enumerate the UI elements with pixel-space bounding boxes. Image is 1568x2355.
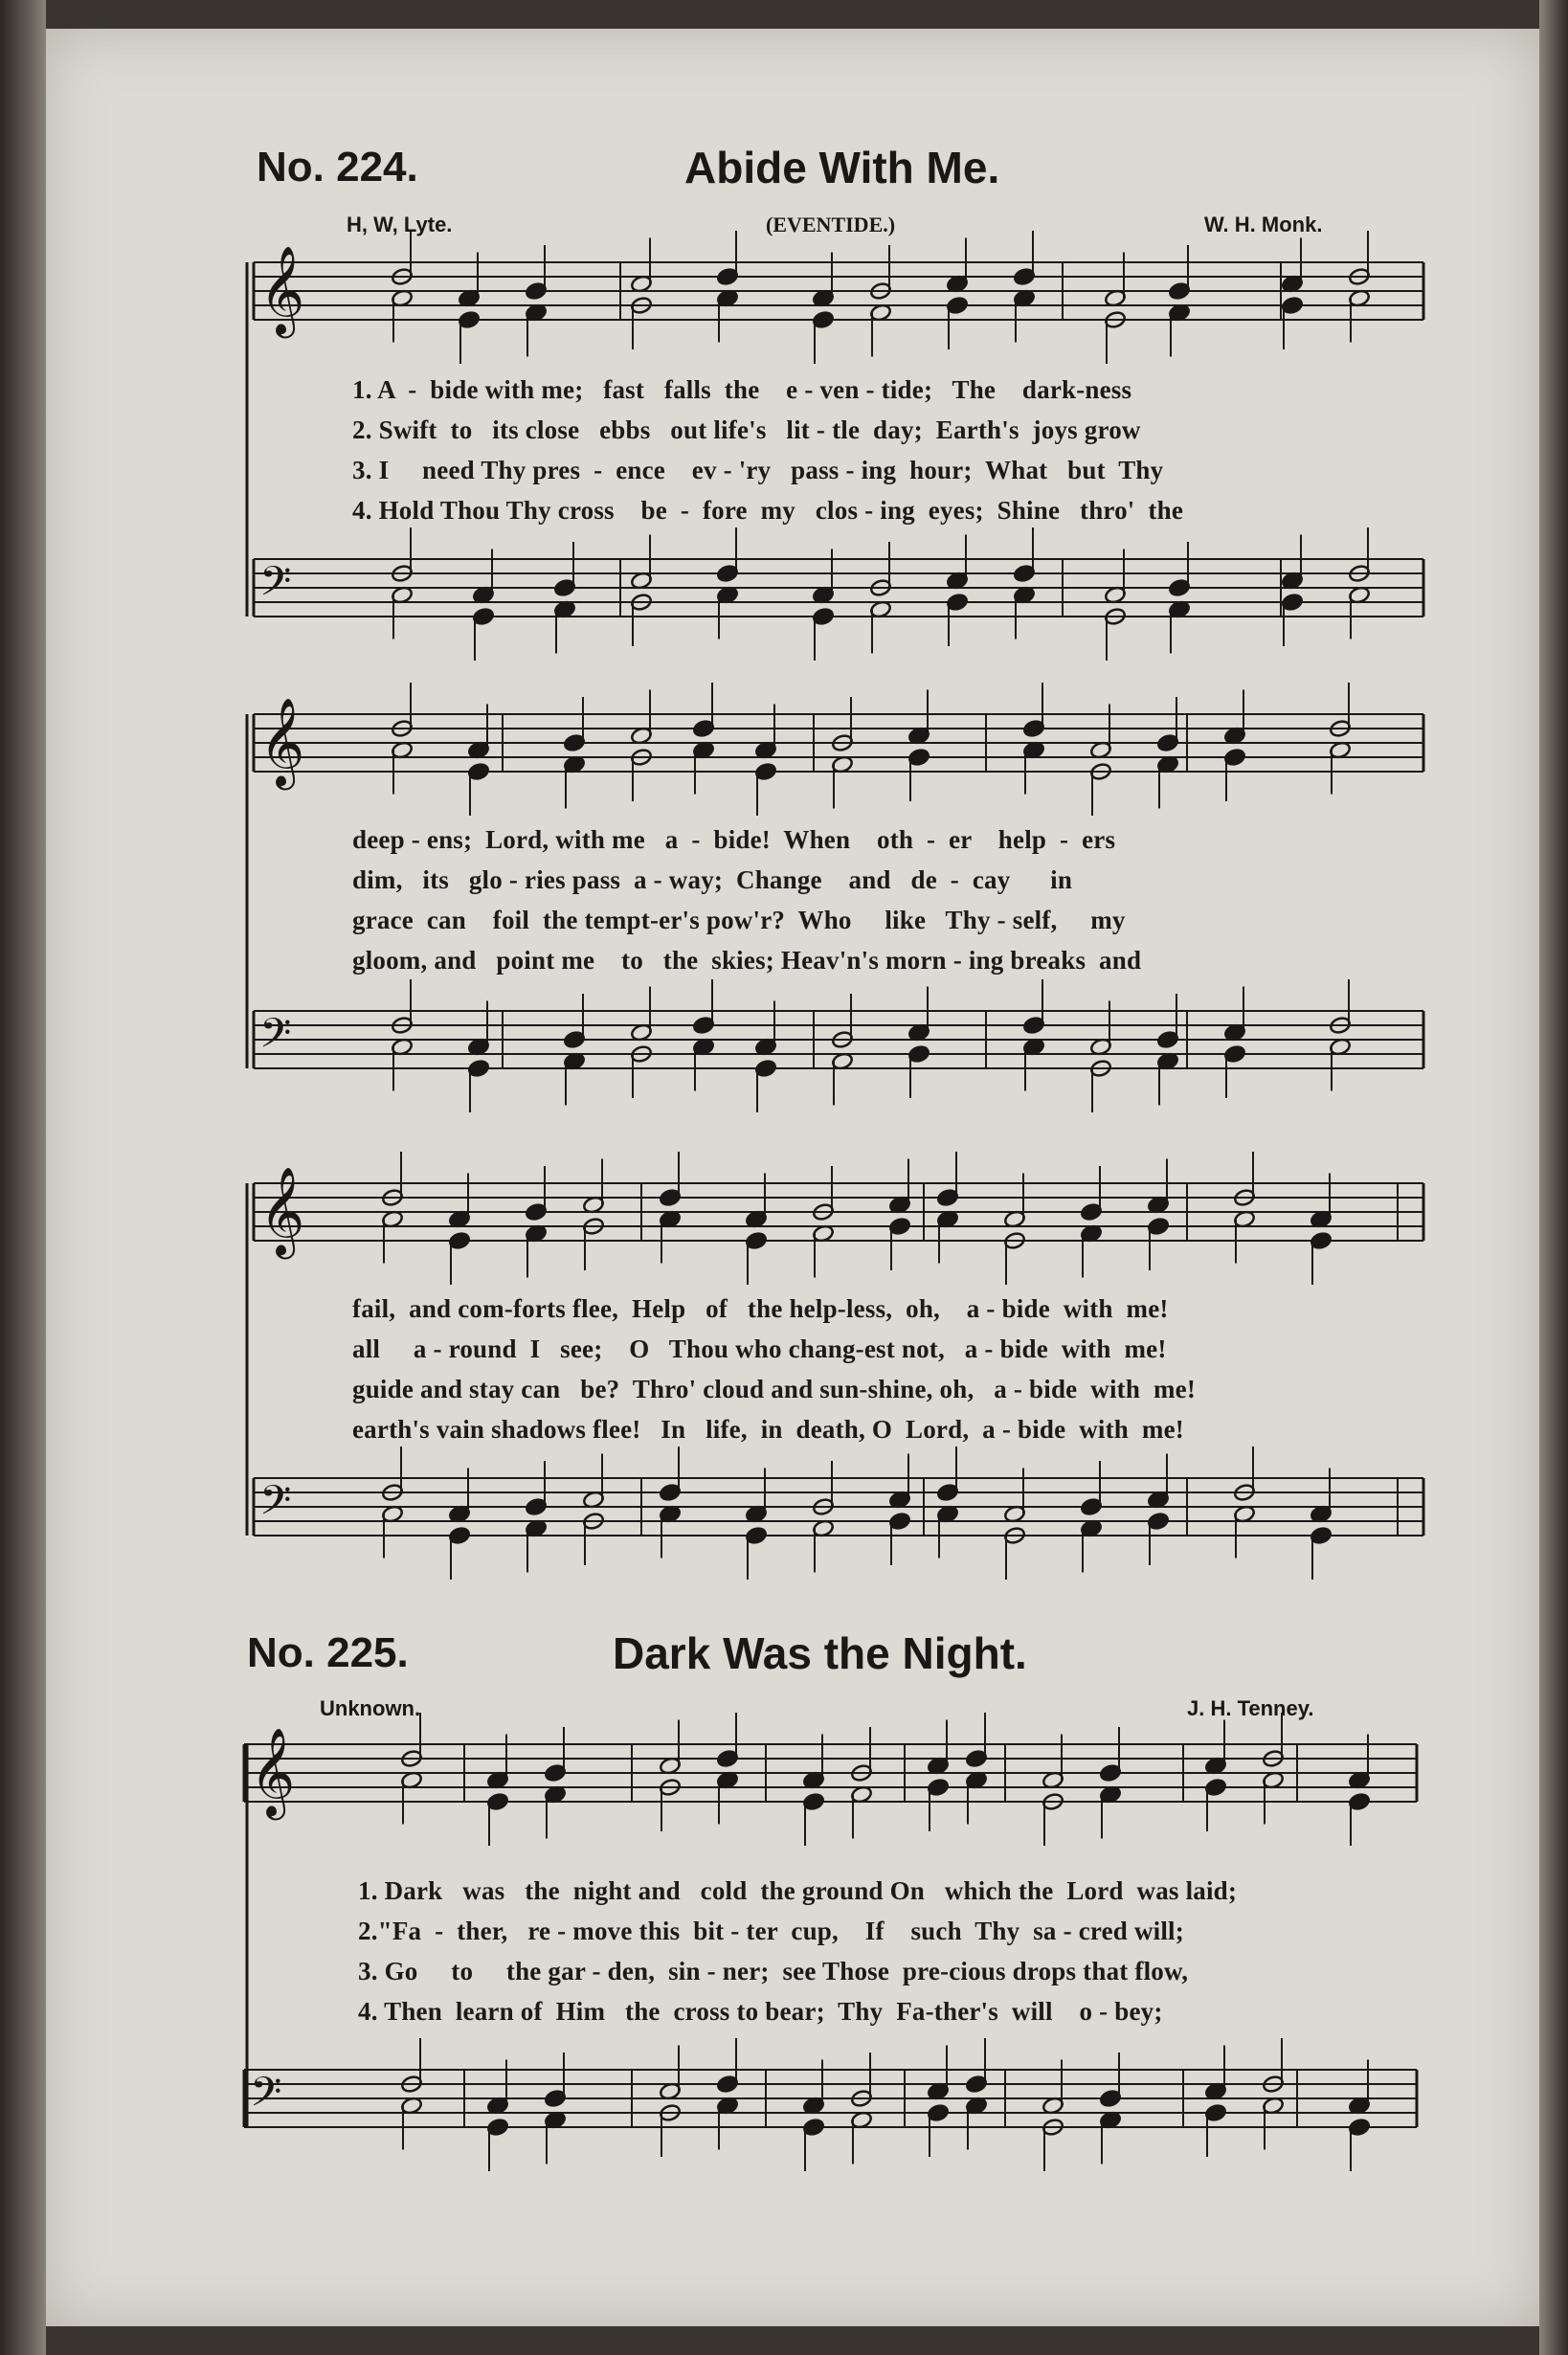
hymn-title: Abide With Me.	[684, 143, 1000, 192]
bass-clef: 𝄢	[259, 1477, 292, 1535]
hymn-author: Unknown.	[320, 1696, 421, 1720]
hymn-composer: J. H. Tenney.	[1187, 1696, 1314, 1720]
lyric-line: 2."Fa - ther, re - move this bit - ter cup, If such Thy sa - cred will;	[358, 1917, 1184, 1945]
lyric-line: 3. I need Thy pres - ence ev - 'ry pass - ing hour; What but Thy	[352, 456, 1164, 484]
lyric-line: 4. Hold Thou Thy cross be - fore my clos - ing eyes; Shine thro' the	[352, 496, 1184, 525]
treble-clef: 𝄞	[259, 1166, 305, 1255]
hymn-tune: (EVENTIDE.)	[766, 213, 896, 236]
lyric-line: grace can foil the tempt-er's pow'r? Who like Thy - self, my	[352, 906, 1126, 934]
lyric-line: fail, and com-forts flee, Help of the help-less, oh, a - bide with me!	[352, 1294, 1169, 1323]
bass-clef: 𝄢	[259, 1010, 292, 1067]
treble-clef: 𝄞	[259, 697, 305, 786]
bass-clef: 𝄢	[259, 558, 292, 616]
lyric-line: 1. A - bide with me; fast falls the e - ven - tide; The dark-ness	[352, 375, 1132, 404]
lyric-line: 3. Go to the gar - den, sin - ner; see Those pre-cious drops that flow,	[358, 1957, 1189, 1985]
lyric-line: all a - round I see; O Thou who chang-est not, a - bide with me!	[352, 1334, 1167, 1363]
lyric-line: guide and stay can be? Thro' cloud and sun-shine, oh, a - bide with me!	[352, 1375, 1197, 1403]
lyric-line: gloom, and point me to the skies; Heav'n's morn - ing breaks and	[352, 946, 1142, 975]
treble-clef: 𝄞	[250, 1727, 296, 1816]
hymn-number: No. 224.	[257, 144, 418, 191]
bass-clef: 𝄢	[250, 2069, 282, 2126]
lyric-line: dim, its glo - ries pass a - way; Change and de - cay in	[352, 865, 1073, 894]
hymn-author: H, W, Lyte.	[347, 213, 453, 236]
lyric-line: earth's vain shadows flee! In life, in death, O Lord, a - bide with me!	[352, 1415, 1184, 1444]
lyric-line: deep - ens; Lord, with me a - bide! When oth - er help - ers	[352, 825, 1116, 854]
hymn-composer: W. H. Monk.	[1204, 213, 1323, 236]
hymn-number: No. 225.	[247, 1629, 409, 1676]
lyric-line: 4. Then learn of Him the cross to bear; Thy Fa-ther's will o - bey;	[358, 1997, 1163, 2026]
treble-clef: 𝄞	[259, 245, 305, 334]
hymn-title: Dark Was the Night.	[613, 1628, 1027, 1678]
lyric-line: 1. Dark was the night and cold the ground On which the Lord was laid;	[358, 1876, 1238, 1905]
lyric-line: 2. Swift to its close ebbs out life's lit - tle day; Earth's joys grow	[352, 415, 1141, 444]
